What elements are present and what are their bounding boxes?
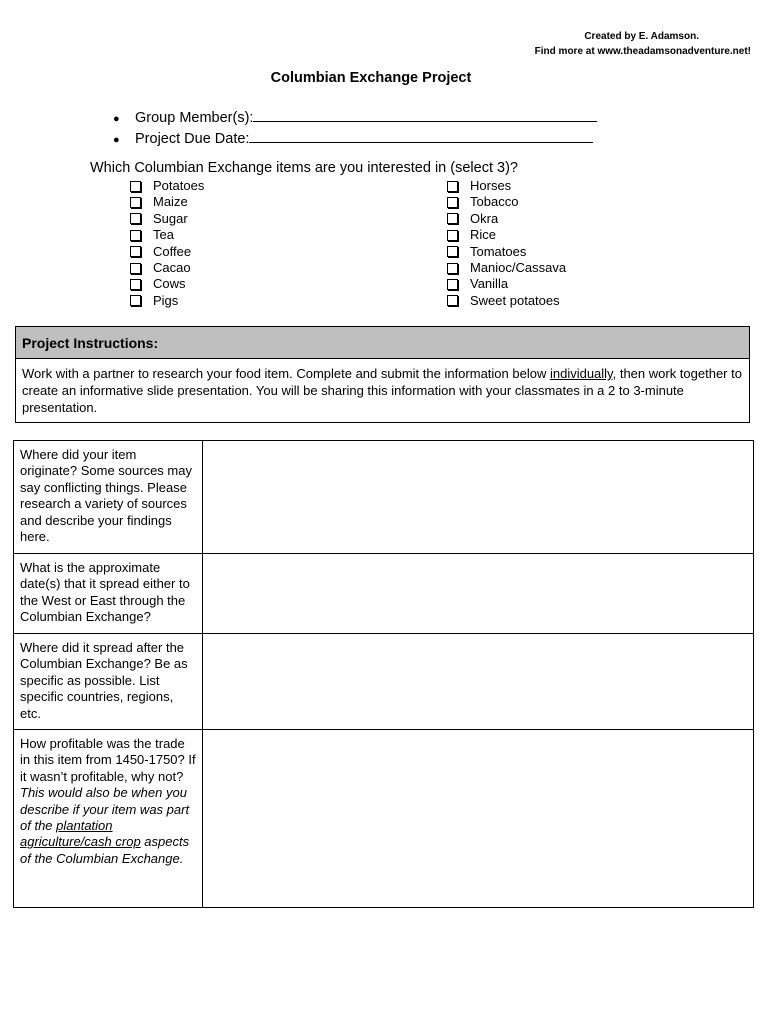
option-coffee[interactable] xyxy=(130,244,204,260)
checkbox-icon[interactable] xyxy=(130,213,141,224)
note-text-part: aspects of the Columbian Exchange. xyxy=(20,834,190,866)
checkbox-icon[interactable] xyxy=(447,279,458,290)
option-label: Pigs xyxy=(153,292,179,308)
checkbox-icon[interactable] xyxy=(447,181,458,192)
note-text-part: This would also be when you describe if your item was part of the xyxy=(20,785,190,834)
table-row xyxy=(14,554,754,634)
group-members-field[interactable] xyxy=(253,107,597,122)
instructions-box xyxy=(15,326,750,423)
answer-spread-location[interactable] xyxy=(203,634,754,730)
option-tobacco[interactable] xyxy=(447,194,566,210)
option-label: Okra xyxy=(470,210,499,226)
research-table xyxy=(13,440,754,908)
prompt-origin: Where did your item originate? Some sources may say conflicting things. Please research a variety of sources and describe your findings here. xyxy=(14,441,203,554)
selection-question: Which Columbian Exchange items are you interested in (select 3)? xyxy=(90,160,518,176)
checkbox-icon[interactable] xyxy=(130,181,141,192)
credit-block xyxy=(535,29,751,59)
checkbox-icon[interactable] xyxy=(130,279,141,290)
instructions-text xyxy=(16,359,749,422)
option-label: Sweet potatoes xyxy=(470,292,560,308)
option-label: Cacao xyxy=(153,259,191,275)
due-date-row xyxy=(113,128,597,149)
due-date-field[interactable] xyxy=(249,128,593,143)
prompt-profitability xyxy=(14,730,203,908)
option-label: Sugar xyxy=(153,210,188,226)
credit-website: Find more at www.theadamsonadventure.net! xyxy=(534,46,751,57)
option-label: Tobacco xyxy=(470,194,519,210)
answer-spread-date[interactable] xyxy=(203,554,754,634)
table-row xyxy=(14,730,754,908)
options-right-column xyxy=(447,178,566,309)
table-row xyxy=(14,441,754,554)
option-tea[interactable] xyxy=(130,227,204,243)
info-bullets xyxy=(113,107,597,149)
group-members-row xyxy=(113,107,597,128)
option-okra[interactable] xyxy=(447,211,566,227)
table-row xyxy=(14,634,754,730)
profitability-question: How profitable was the trade in this item from 1450-1750? If it wasn’t profitable, why not? xyxy=(20,736,196,784)
bullet-icon: ● xyxy=(113,113,120,125)
option-maize[interactable] xyxy=(130,194,204,210)
prompt-spread-date: What is the approximate date(s) that it spread either to the West or East through the Columbian Exchange? xyxy=(14,554,203,634)
options-left-column xyxy=(130,178,204,309)
note-emphasis: plantation agriculture/cash crop xyxy=(20,818,141,850)
option-label: Horses xyxy=(470,178,512,193)
option-label: Coffee xyxy=(153,243,192,259)
prompt-spread-location: Where did it spread after the Columbian Exchange? Be as specific as possible. List specific countries, regions, etc. xyxy=(14,634,203,730)
option-label: Tea xyxy=(153,227,174,243)
option-pigs[interactable] xyxy=(130,293,204,309)
option-tomatoes[interactable] xyxy=(447,244,566,260)
checkbox-icon[interactable] xyxy=(447,295,458,306)
checkbox-icon[interactable] xyxy=(130,295,141,306)
instructions-text-part: , then work together to create an informative slide presentation. You will be sharing this information with your classmates in a 2 to 3-minute presentation. xyxy=(22,366,742,415)
option-label: Rice xyxy=(470,227,497,243)
credit-author: Created by E. Adamson. xyxy=(584,31,699,42)
due-date-label: Project Due Date: xyxy=(135,131,250,147)
option-vanilla[interactable] xyxy=(447,276,566,292)
checkbox-icon[interactable] xyxy=(447,246,458,257)
option-horses[interactable] xyxy=(447,178,566,194)
option-rice[interactable] xyxy=(447,227,566,243)
checkbox-icon[interactable] xyxy=(447,213,458,224)
option-sweet-potatoes[interactable] xyxy=(447,293,566,309)
option-label: Vanilla xyxy=(470,276,509,292)
option-label: Potatoes xyxy=(153,178,205,193)
option-label: Manioc/Cassava xyxy=(470,259,567,275)
option-sugar[interactable] xyxy=(130,211,204,227)
profitability-note xyxy=(20,785,189,866)
answer-profitability[interactable] xyxy=(203,730,754,908)
option-label: Tomatoes xyxy=(470,243,527,259)
option-cows[interactable] xyxy=(130,276,204,292)
checkbox-icon[interactable] xyxy=(447,230,458,241)
group-members-label: Group Member(s): xyxy=(135,110,254,126)
checkbox-icon[interactable] xyxy=(130,230,141,241)
checkbox-icon[interactable] xyxy=(447,263,458,274)
checkbox-icon[interactable] xyxy=(130,197,141,208)
bullet-icon: ● xyxy=(113,134,120,146)
option-potatoes[interactable] xyxy=(130,178,204,194)
instructions-emphasis: individually xyxy=(549,366,613,381)
instructions-heading: Project Instructions: xyxy=(16,327,749,359)
option-label: Maize xyxy=(153,194,188,210)
checkbox-icon[interactable] xyxy=(130,263,141,274)
option-label: Cows xyxy=(153,276,186,292)
page-title: Columbian Exchange Project xyxy=(270,70,472,86)
answer-origin[interactable] xyxy=(203,441,754,554)
option-cacao[interactable] xyxy=(130,260,204,276)
checkbox-icon[interactable] xyxy=(130,246,141,257)
option-manioc-cassava[interactable] xyxy=(447,260,566,276)
instructions-text-part: Work with a partner to research your food item. Complete and submit the information below xyxy=(22,366,550,381)
checkbox-icon[interactable] xyxy=(447,197,458,208)
